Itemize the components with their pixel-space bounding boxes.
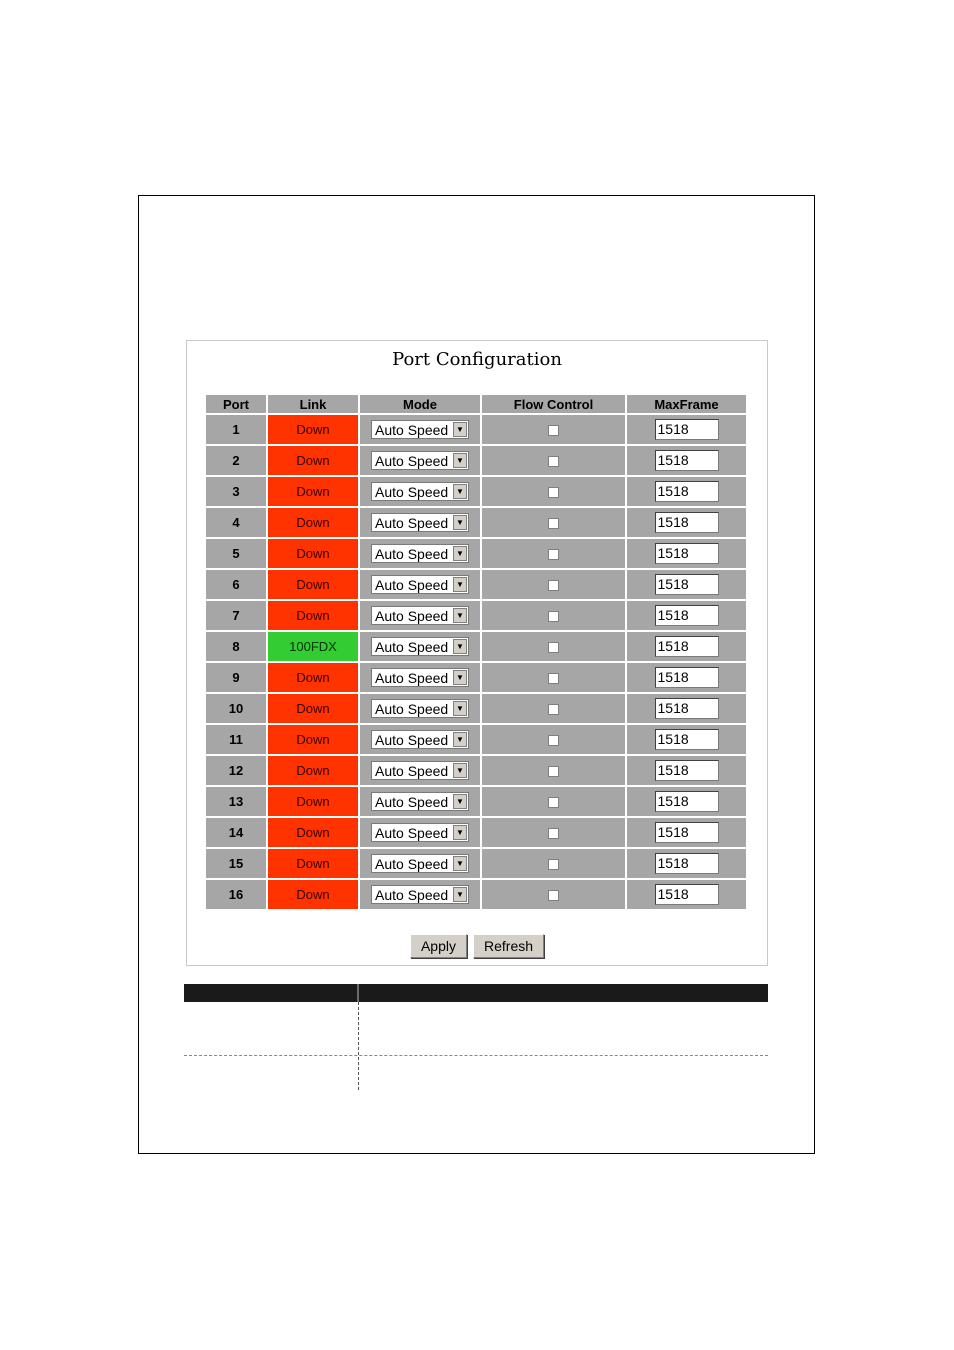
mode-select-value: Auto Speed [375,545,449,562]
mode-select[interactable] [371,637,469,656]
column-header-flow-control: Flow Control [482,395,625,413]
maxframe-input[interactable]: 1518 [655,512,719,533]
maxframe-cell [627,756,746,785]
maxframe-cell [627,632,746,661]
description-table-header [184,984,768,1002]
mode-select-value: Auto Speed [375,855,449,872]
maxframe-input[interactable]: 1518 [655,543,719,564]
chevron-down-icon[interactable]: ▼ [453,887,467,902]
mode-select-value: Auto Speed [375,886,449,903]
flow-control-checkbox[interactable] [548,766,559,777]
flow-control-checkbox[interactable] [548,549,559,560]
maxframe-cell [627,787,746,816]
link-status: Down [268,539,358,568]
mode-select[interactable] [371,606,469,625]
flow-control-cell [482,694,625,723]
mode-select[interactable] [371,823,469,842]
maxframe-input[interactable]: 1518 [655,667,719,688]
link-status: Down [268,787,358,816]
flow-control-cell [482,570,625,599]
link-status: 100FDX [268,632,358,661]
flow-control-checkbox[interactable] [548,425,559,436]
link-status: Down [268,508,358,537]
maxframe-cell [627,508,746,537]
maxframe-input[interactable]: 1518 [655,450,719,471]
flow-control-cell [482,818,625,847]
mode-cell [360,818,480,847]
mode-select-value: Auto Speed [375,700,449,717]
flow-control-checkbox[interactable] [548,487,559,498]
table-row [206,508,746,537]
port-number: 10 [206,694,266,723]
flow-control-cell [482,415,625,444]
column-header-port: Port [206,395,266,413]
mode-select-value: Auto Speed [375,514,449,531]
flow-control-cell [482,756,625,785]
link-status: Down [268,880,358,909]
port-number: 12 [206,756,266,785]
maxframe-input[interactable]: 1518 [655,605,719,626]
maxframe-input[interactable]: 1518 [655,636,719,657]
port-number: 1 [206,415,266,444]
maxframe-cell [627,446,746,475]
link-status: Down [268,849,358,878]
mode-cell [360,477,480,506]
flow-control-checkbox[interactable] [548,735,559,746]
link-status: Down [268,477,358,506]
mode-select[interactable] [371,761,469,780]
port-number: 2 [206,446,266,475]
table-row [206,539,746,568]
port-table [204,393,748,911]
table-header-row [206,395,746,413]
flow-control-checkbox[interactable] [548,704,559,715]
mode-cell [360,880,480,909]
flow-control-checkbox[interactable] [548,580,559,591]
mode-select[interactable] [371,575,469,594]
mode-select[interactable] [371,544,469,563]
mode-select-value: Auto Speed [375,638,449,655]
mode-select-value: Auto Speed [375,669,449,686]
table-row [206,601,746,630]
mode-select[interactable] [371,668,469,687]
link-status: Down [268,725,358,754]
maxframe-input[interactable]: 1518 [655,419,719,440]
maxframe-input[interactable]: 1518 [655,853,719,874]
mode-select-value: Auto Speed [375,793,449,810]
port-number: 15 [206,849,266,878]
table-row [206,880,746,909]
table-row [206,632,746,661]
maxframe-input[interactable]: 1518 [655,884,719,905]
chevron-down-icon[interactable]: ▼ [453,515,467,530]
chevron-down-icon[interactable]: ▼ [453,422,467,437]
link-status: Down [268,694,358,723]
maxframe-input[interactable]: 1518 [655,760,719,781]
link-status: Down [268,663,358,692]
table-row [206,570,746,599]
mode-cell [360,446,480,475]
mode-select[interactable] [371,854,469,873]
mode-cell [360,663,480,692]
chevron-down-icon[interactable]: ▼ [453,856,467,871]
flow-control-checkbox[interactable] [548,890,559,901]
flow-control-cell [482,725,625,754]
column-header-mode: Mode [360,395,480,413]
maxframe-input[interactable]: 1518 [655,574,719,595]
table-row [206,694,746,723]
mode-cell [360,601,480,630]
maxframe-input[interactable]: 1518 [655,481,719,502]
mode-cell [360,787,480,816]
flow-control-checkbox[interactable] [548,673,559,684]
maxframe-input[interactable]: 1518 [655,698,719,719]
chevron-down-icon[interactable]: ▼ [453,484,467,499]
table-body [206,415,746,909]
port-number: 16 [206,880,266,909]
table-row [206,415,746,444]
mode-select[interactable] [371,451,469,470]
button-bar [187,934,767,958]
flow-control-checkbox[interactable] [548,518,559,529]
port-number: 6 [206,570,266,599]
chevron-down-icon[interactable]: ▼ [453,453,467,468]
port-number: 3 [206,477,266,506]
mode-select[interactable] [371,730,469,749]
flow-control-cell [482,663,625,692]
port-number: 5 [206,539,266,568]
flow-control-cell [482,477,625,506]
chevron-down-icon[interactable]: ▼ [453,763,467,778]
maxframe-cell [627,694,746,723]
page-title: Port Configuration [392,349,562,370]
mode-select-value: Auto Speed [375,452,449,469]
flow-control-checkbox[interactable] [548,611,559,622]
column-header-maxframe: MaxFrame [627,395,746,413]
table-row [206,849,746,878]
flow-control-checkbox[interactable] [548,797,559,808]
table-row [206,756,746,785]
flow-control-cell [482,632,625,661]
maxframe-input[interactable]: 1518 [655,729,719,750]
flow-control-checkbox[interactable] [548,859,559,870]
link-status: Down [268,818,358,847]
maxframe-cell [627,663,746,692]
mode-cell [360,539,480,568]
flow-control-checkbox[interactable] [548,642,559,653]
mode-select-value: Auto Speed [375,607,449,624]
mode-cell [360,415,480,444]
mode-cell [360,508,480,537]
flow-control-cell [482,601,625,630]
chevron-down-icon[interactable]: ▼ [453,794,467,809]
link-status: Down [268,415,358,444]
maxframe-cell [627,601,746,630]
port-number: 11 [206,725,266,754]
flow-control-cell [482,446,625,475]
mode-select[interactable] [371,420,469,439]
mode-select-value: Auto Speed [375,731,449,748]
maxframe-cell [627,880,746,909]
maxframe-cell [627,818,746,847]
mode-select[interactable] [371,792,469,811]
mode-cell [360,849,480,878]
table-row [206,663,746,692]
chevron-down-icon[interactable]: ▼ [453,639,467,654]
maxframe-input[interactable]: 1518 [655,791,719,812]
flow-control-cell [482,539,625,568]
column-header-link: Link [268,395,358,413]
mode-cell [360,632,480,661]
flow-control-cell [482,787,625,816]
port-number: 13 [206,787,266,816]
mode-select[interactable] [371,513,469,532]
maxframe-cell [627,539,746,568]
mode-cell [360,570,480,599]
table-row [206,477,746,506]
description-column-divider [358,1002,359,1090]
mode-select-value: Auto Speed [375,824,449,841]
maxframe-cell [627,849,746,878]
mode-select[interactable] [371,482,469,501]
mode-select-value: Auto Speed [375,576,449,593]
table-row [206,818,746,847]
port-number: 14 [206,818,266,847]
mode-select-value: Auto Speed [375,421,449,438]
apply-button[interactable]: Apply [410,934,467,958]
chevron-down-icon[interactable]: ▼ [453,546,467,561]
table-row [206,787,746,816]
port-configuration-panel [186,340,768,966]
mode-cell [360,694,480,723]
link-status: Down [268,601,358,630]
mode-cell [360,725,480,754]
maxframe-cell [627,477,746,506]
refresh-button[interactable]: Refresh [473,934,544,958]
chevron-down-icon[interactable]: ▼ [453,825,467,840]
port-number: 8 [206,632,266,661]
chevron-down-icon[interactable]: ▼ [453,608,467,623]
maxframe-input[interactable]: 1518 [655,822,719,843]
port-number: 7 [206,601,266,630]
port-number: 9 [206,663,266,692]
flow-control-checkbox[interactable] [548,828,559,839]
mode-select-value: Auto Speed [375,762,449,779]
port-number: 4 [206,508,266,537]
flow-control-checkbox[interactable] [548,456,559,467]
table-row [206,446,746,475]
link-status: Down [268,446,358,475]
table-row [206,725,746,754]
flow-control-cell [482,849,625,878]
description-row-divider [184,1055,768,1056]
column-divider [357,984,359,1002]
mode-select-value: Auto Speed [375,483,449,500]
flow-control-cell [482,508,625,537]
flow-control-cell [482,880,625,909]
chevron-down-icon[interactable]: ▼ [453,701,467,716]
chevron-down-icon[interactable]: ▼ [453,670,467,685]
maxframe-cell [627,725,746,754]
chevron-down-icon[interactable]: ▼ [453,732,467,747]
mode-select[interactable] [371,885,469,904]
link-status: Down [268,570,358,599]
mode-select[interactable] [371,699,469,718]
maxframe-cell [627,570,746,599]
link-status: Down [268,756,358,785]
mode-cell [360,756,480,785]
maxframe-cell [627,415,746,444]
chevron-down-icon[interactable]: ▼ [453,577,467,592]
